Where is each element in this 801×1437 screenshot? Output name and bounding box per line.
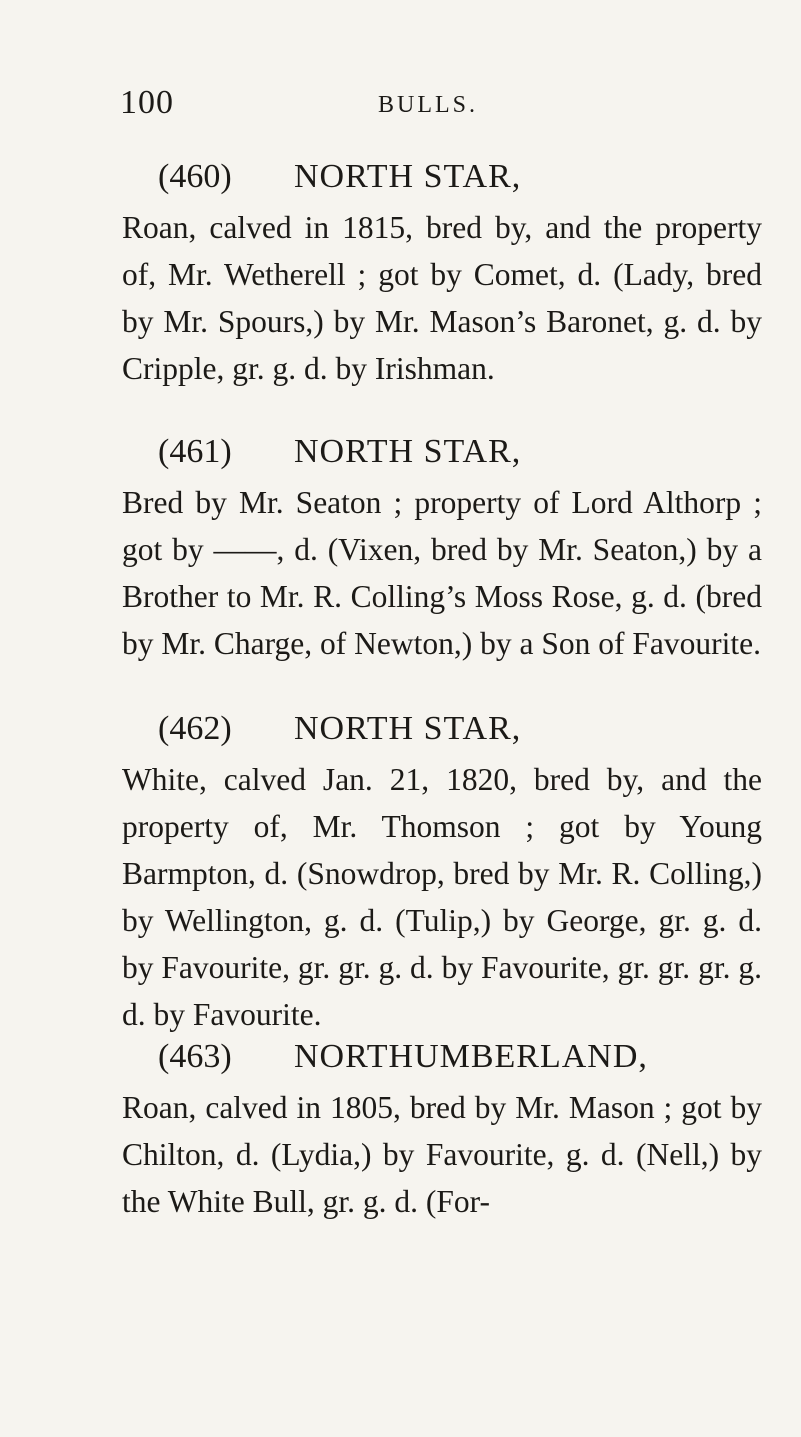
entry-body: Roan, calved in 1805, bred by Mr. Mason ; got by Chilton, d. (Lydia,) by Favourite, g. d. (Nell,) by the White Bull, gr. g. d. (For-: [122, 1090, 762, 1219]
entry-name: NORTHUMBERLAND,: [294, 1038, 648, 1075]
entry-heading: [158, 702, 762, 756]
entry-heading: [158, 425, 762, 479]
bull-entry-461: [122, 425, 762, 667]
bull-entry-462: [122, 702, 762, 1038]
entry-body: Roan, calved in 1815, bred by, and the property of, Mr. Wetherell ; got by Comet, d. (Lady, bred by Mr. Spours,) by Mr. Mason’s Baronet, g. d. by Cripple, gr. g. d. by Irishman.: [122, 210, 762, 386]
bull-entry-463: [122, 1030, 762, 1225]
entry-number: (461): [158, 433, 232, 470]
entry-number: (460): [158, 158, 232, 195]
entry-body: Bred by Mr. Seaton ; property of Lord Althorp ; got by ——, d. (Vixen, bred by Mr. Seaton,) by a Brother to Mr. R. Colling’s Moss Rose, g. d. (bred by Mr. Charge, of Newton,) by a Son of Favourite.: [122, 485, 762, 661]
page-number: 100: [120, 84, 174, 121]
running-title: BULLS.: [378, 92, 479, 118]
entry-name: NORTH STAR,: [294, 158, 522, 195]
bull-entry-460: [122, 150, 762, 392]
entry-name: NORTH STAR,: [294, 433, 522, 470]
entry-number: (462): [158, 710, 232, 747]
entry-number: (463): [158, 1038, 232, 1075]
entry-name: NORTH STAR,: [294, 710, 522, 747]
entry-heading: [158, 150, 762, 204]
entry-body: White, calved Jan. 21, 1820, bred by, and the property of, Mr. Thomson ; got by Young Barmpton, d. (Snowdrop, bred by Mr. R. Colling,) by Wellington, g. d. (Tulip,) by George, gr. g. d. by Favourite, gr. gr. g. d. by Favourite, gr. gr. gr. g. d. by Favourite.: [122, 762, 762, 1032]
running-head: [120, 84, 760, 124]
entry-heading: [158, 1030, 762, 1084]
